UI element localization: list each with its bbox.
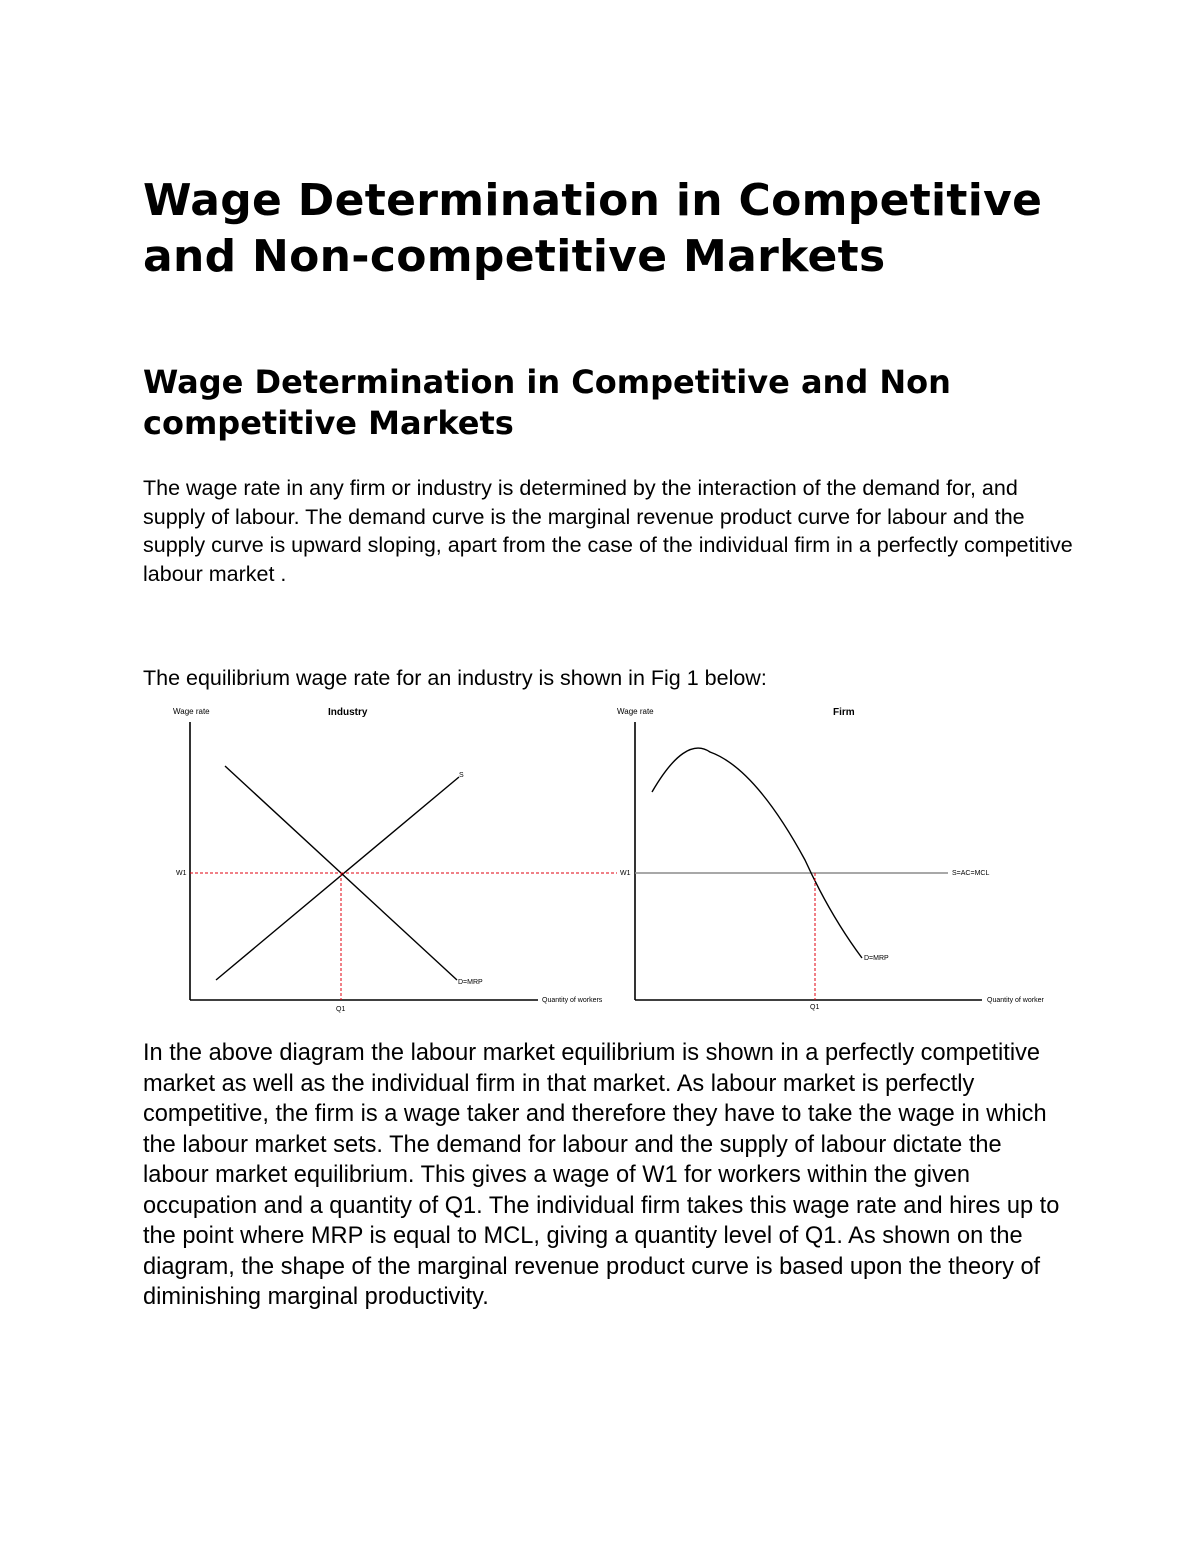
industry-title: Industry (328, 707, 368, 718)
firm-demand-label: D=MRP (864, 955, 889, 962)
figure-intro-text: The equilibrium wage rate for an industry is shown in Fig 1 below: (143, 666, 767, 690)
firm-y-axis-label: Wage rate (617, 707, 654, 716)
firm-quantity-label: Q1 (810, 1004, 820, 1011)
intro-paragraph: The wage rate in any firm or industry is determined by the interaction of the demand for, and supply of labour. The demand curve is the marginal revenue product curve for labour and the supply curve is upward sloping, apart from the case of the individual firm in a perfectly competitive labour market . (143, 476, 1073, 586)
industry-y-axis-label: Wage rate (173, 707, 210, 716)
explanation-paragraph: In the above diagram the labour market equilibrium is shown in a perfectly competitive market as well as the individual firm in that market. As labour market is perfectly competitive, the firm is a wage taker and therefore they have to take the wage in which the labour market sets. The demand for labour and the supply of labour dictate the labour market equilibrium. This gives a wage of W1 for workers within the given occupation and a quantity of Q1. The individual firm takes this wage rate and hires up to the point where MRP is equal to MCL, giving a quantity level of Q1. As shown on the diagram, the shape of the marginal revenue product curve is based upon the theory of diminishing marginal productivity. (143, 1040, 1060, 1310)
firm-wage-label: W1 (620, 870, 631, 877)
industry-panel (173, 707, 603, 1013)
document-title: Wage Determination in Competitive and Non-competitive Markets (143, 175, 1043, 282)
industry-x-axis-label: Quantity of workers (542, 997, 603, 1004)
industry-quantity-label: Q1 (336, 1006, 346, 1013)
industry-supply-curve (216, 777, 459, 980)
labour-market-diagram (165, 700, 1065, 1015)
section-heading: Wage Determination in Competitive and Non competitive Markets (143, 363, 951, 442)
firm-x-axis-label: Quantity of worker (987, 997, 1044, 1004)
firm-mrp-curve (652, 748, 862, 958)
firm-panel (617, 707, 1044, 1011)
industry-supply-label: S (459, 772, 464, 779)
firm-title: Firm (833, 707, 855, 718)
industry-wage-label: W1 (176, 870, 187, 877)
firm-supply-label: S=AC=MCL (952, 870, 990, 877)
industry-demand-label: D=MRP (458, 979, 483, 986)
